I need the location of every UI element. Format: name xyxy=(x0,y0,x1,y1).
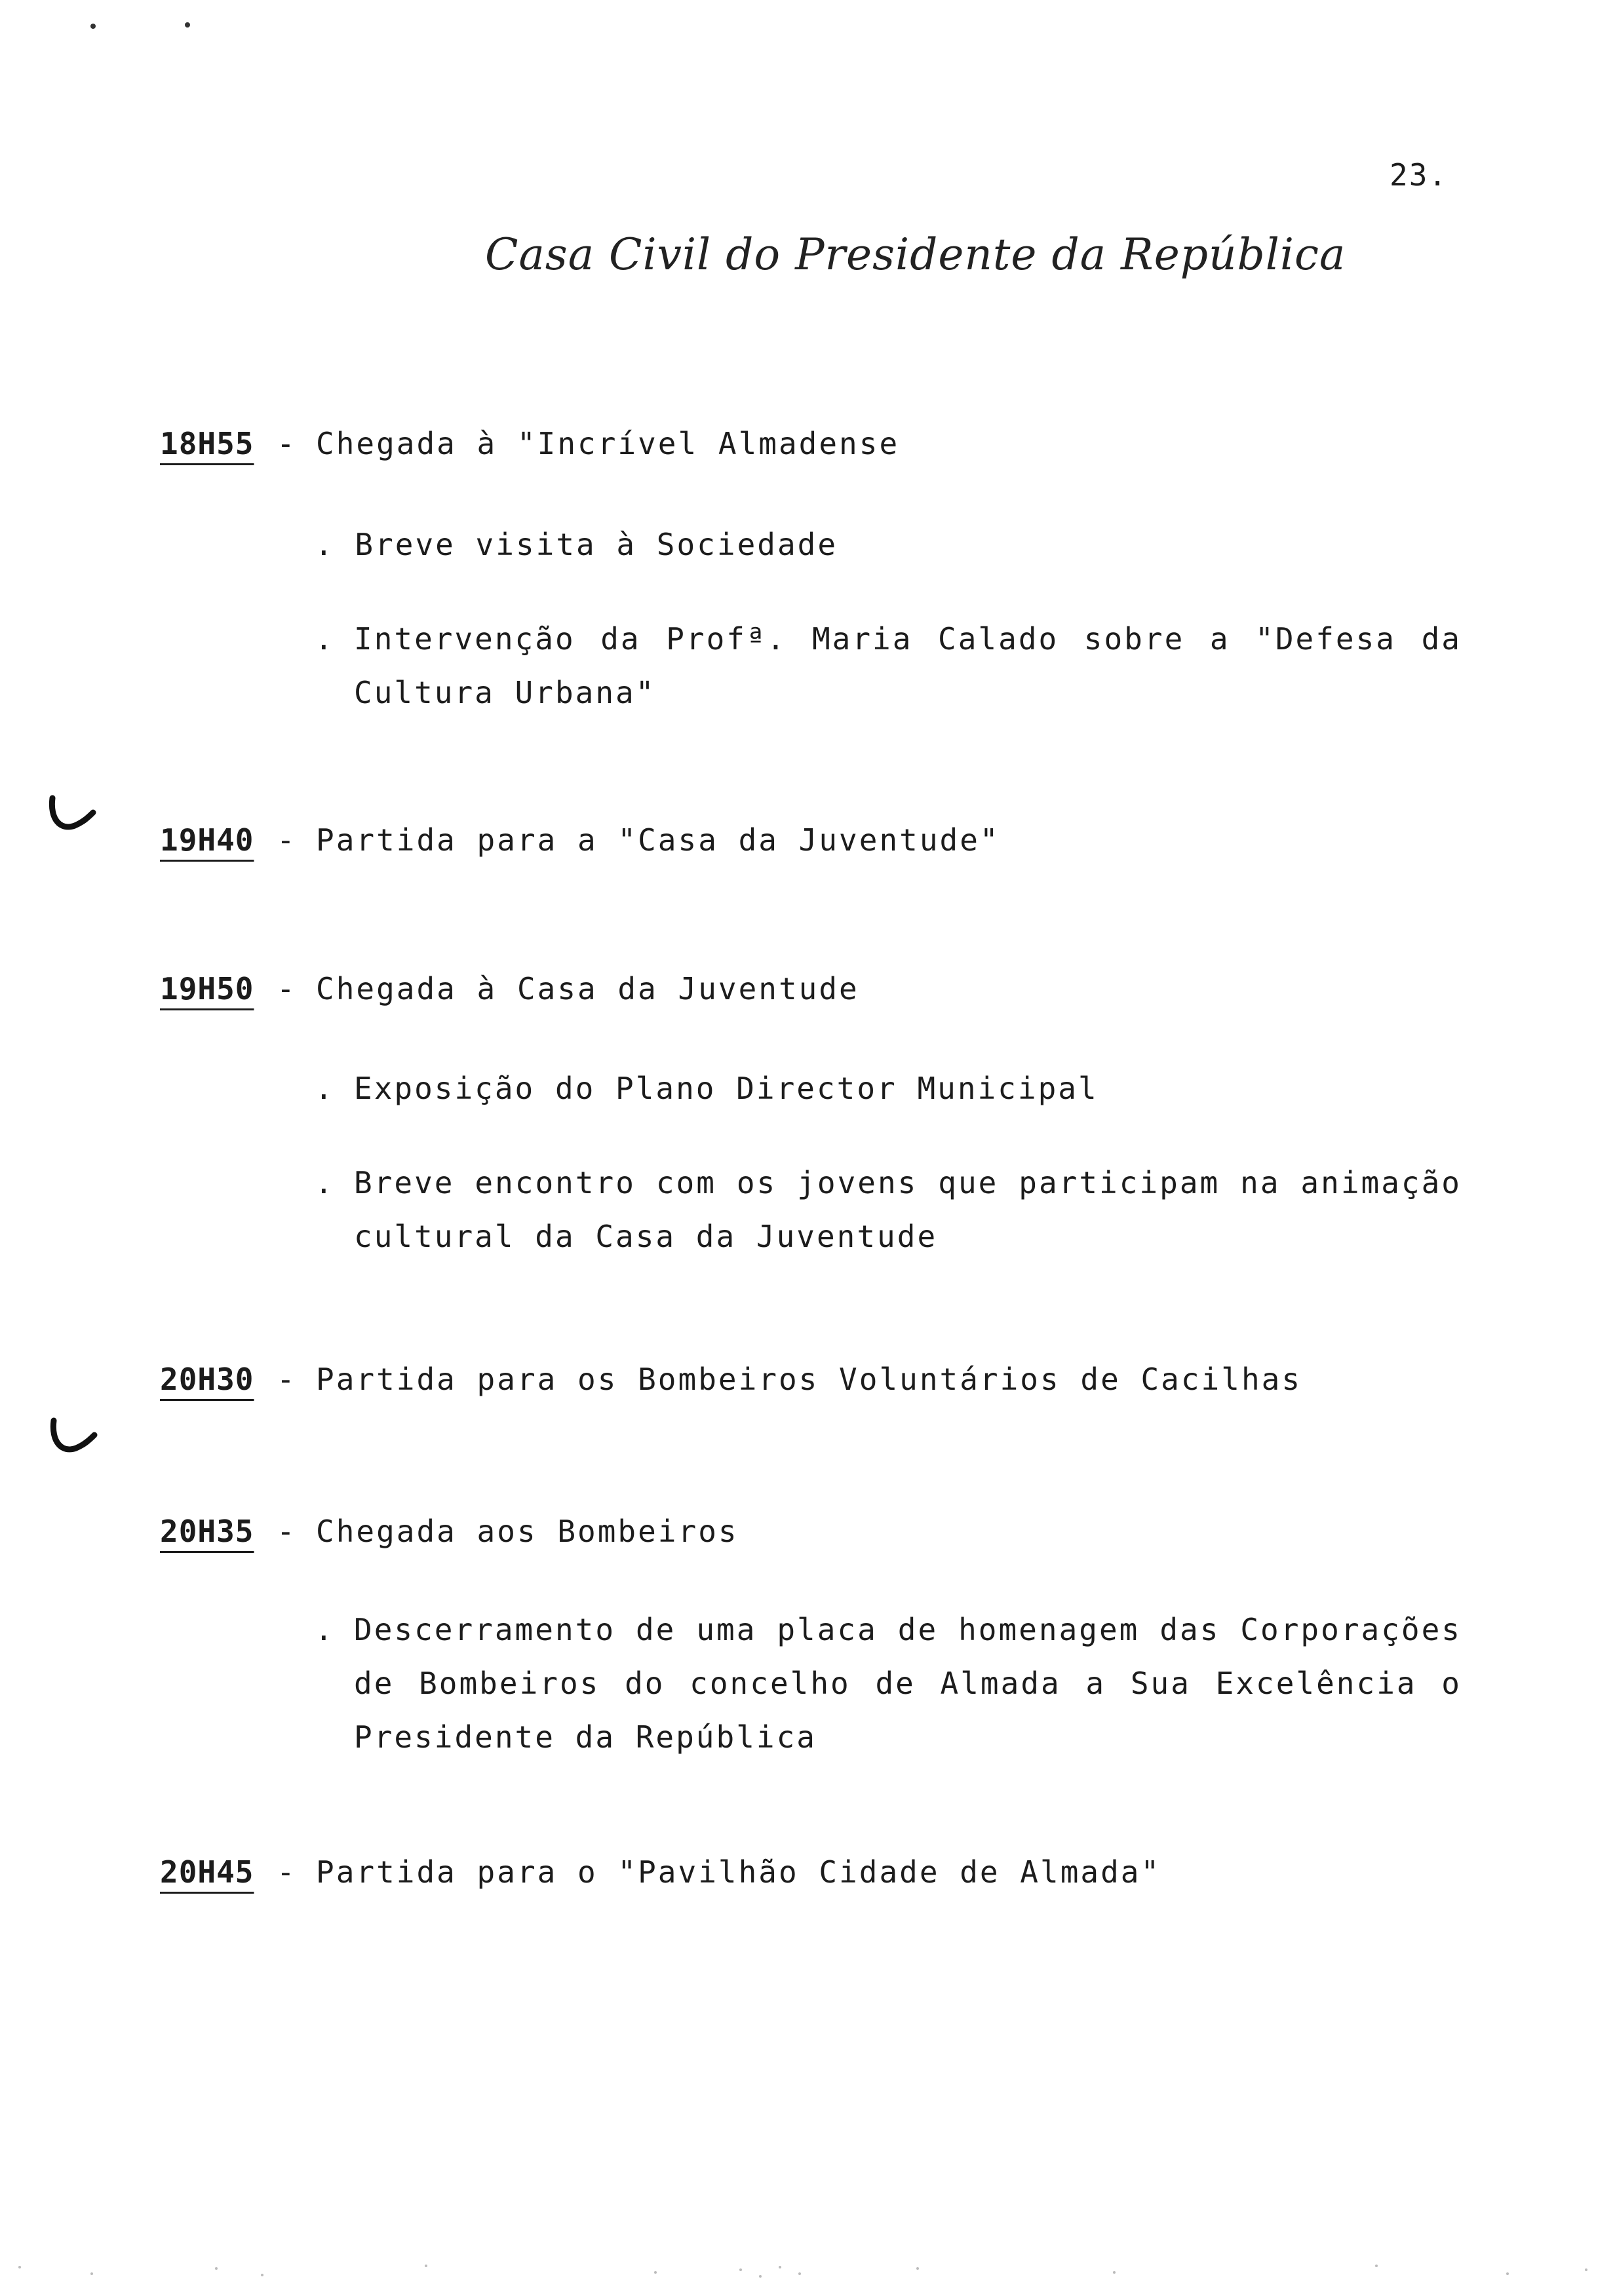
entry-time: 20H30 xyxy=(160,1362,254,1397)
entry-time: 18H55 xyxy=(160,426,254,461)
bullet-dot: . xyxy=(315,1165,335,1200)
bullet-text: Exposição do Plano Director Municipal xyxy=(354,1071,1099,1106)
bullet-text: Intervenção da Profª. Maria Calado sobre a "Defesa da Cultura Urbana" xyxy=(354,621,1462,710)
entry-time: 19H50 xyxy=(160,971,254,1006)
bullet-text: Descerramento de uma placa de homenagem das Corporações de Bombeiros do concelho de Almada a Sua Excelência o Presidente da República xyxy=(354,1612,1462,1755)
bullet-text: Breve encontro com os jovens que participam na animação cultural da Casa da Juventude xyxy=(354,1165,1462,1254)
entry-dash: - xyxy=(277,1362,295,1397)
bullet-dot: . xyxy=(315,1071,335,1106)
entry-time: 19H40 xyxy=(160,822,254,858)
entry-dash: - xyxy=(277,822,295,858)
scan-noise xyxy=(0,2254,1615,2287)
entry-description: Partida para o "Pavilhão Cidade de Almada" xyxy=(316,1854,1161,1890)
entry-time: 20H45 xyxy=(160,1854,254,1890)
entry-time: 20H35 xyxy=(160,1514,254,1549)
entry-dash: - xyxy=(277,971,295,1006)
entry-description: Chegada à Casa da Juventude xyxy=(316,971,859,1006)
entry-description: Chegada aos Bombeiros xyxy=(316,1514,739,1549)
scan-speck xyxy=(185,22,190,28)
entry-dash: - xyxy=(277,426,295,461)
entry-description: Chegada à "Incrível Almadense xyxy=(316,426,900,461)
bullet-dot: . xyxy=(315,1612,335,1647)
check-mark-icon xyxy=(47,1415,100,1461)
check-mark-icon xyxy=(46,793,98,839)
bullet-dot: . xyxy=(315,621,335,657)
entry-description: Partida para a "Casa da Juventude" xyxy=(316,822,1000,858)
page-number: 23. xyxy=(1390,157,1449,193)
bullet-text: . Breve visita à Sociedade xyxy=(315,527,838,562)
letterhead: Casa Civil do Presidente da República xyxy=(485,229,1346,280)
entry-dash: - xyxy=(277,1514,295,1549)
scan-speck xyxy=(90,24,96,29)
entry-dash: - xyxy=(277,1854,295,1890)
entry-description: Partida para os Bombeiros Voluntários de Cacilhas xyxy=(316,1362,1302,1397)
